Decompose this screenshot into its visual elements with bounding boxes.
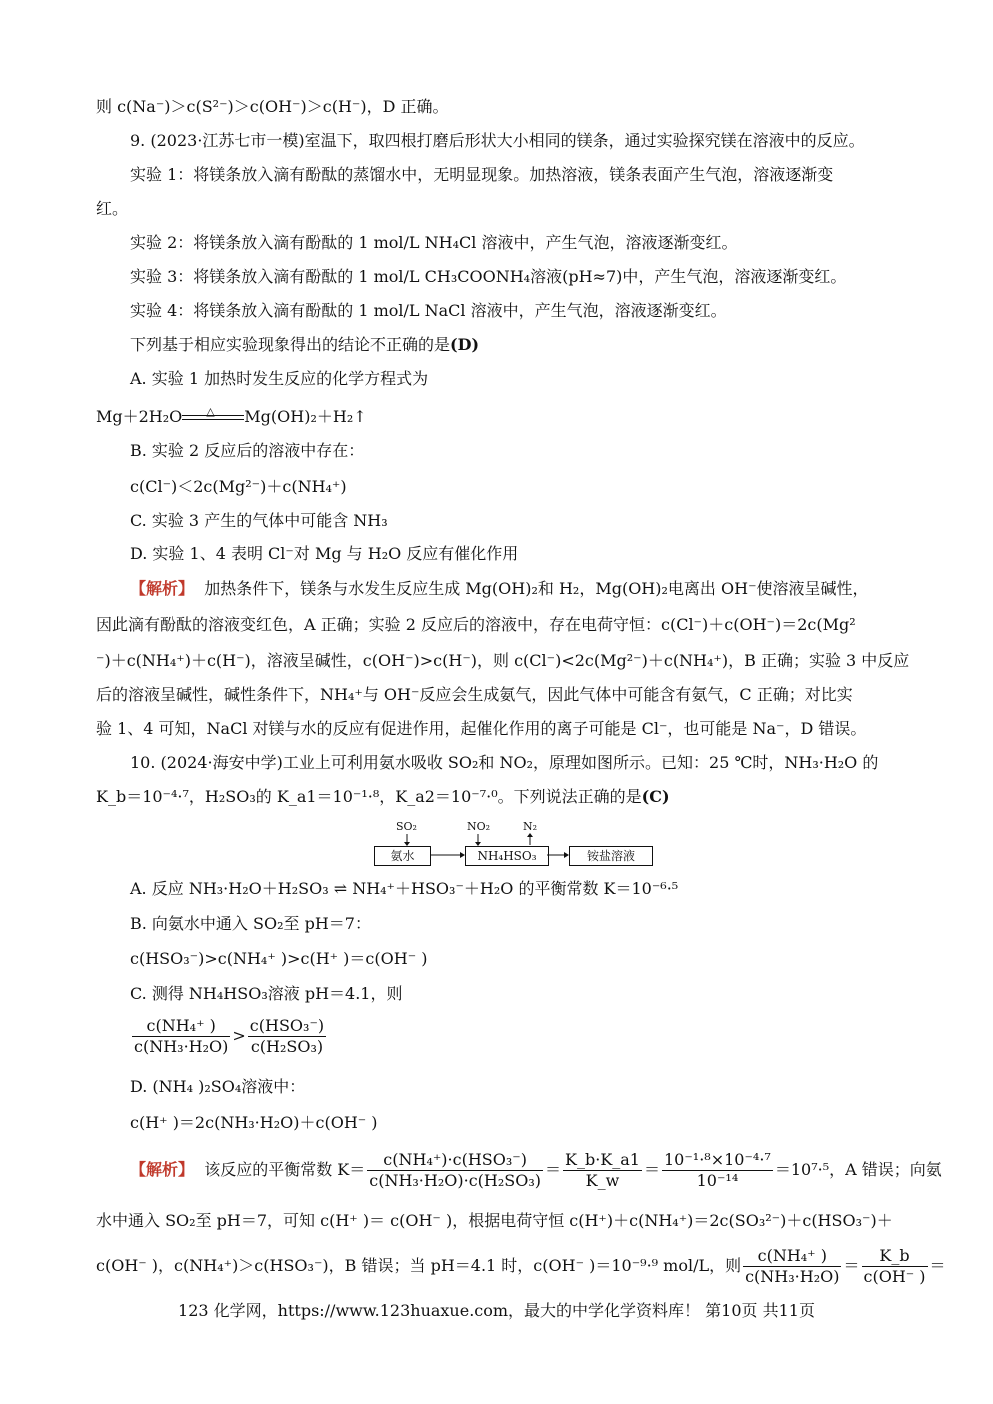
question-9-ask: 下列基于相应实验现象得出的结论不正确的是(D) (130, 335, 480, 354)
analysis-line: 水中通入 SO₂至 pH＝7，可知 c(H⁺ )＝ c(OH⁻ )，根据电荷守恒 c(H⁺)＋c(NH₄⁺)＝2c(SO₃²⁻)＋c(HSO₃⁻)＋ (96, 1211, 893, 1230)
output-n2: N₂ (523, 820, 538, 833)
analysis-line: 验 1、4 可知，NaCl 对镁与水的反应有促进作用，起催化作用的离子可能是 Cl⁻，也可能是 Na⁻，D 错误。 (96, 719, 867, 738)
equation: c(H⁺ )＝2c(NH₃·H₂O)＋c(OH⁻ ) (130, 1113, 378, 1132)
experiment-2: 实验 2：将镁条放入滴有酚酞的 1 mol/L NH₄Cl 溶液中，产生气泡，溶液逐渐变红。 (130, 233, 738, 252)
option-D: D. 实验 1、4 表明 Cl⁻对 Mg 与 H₂O 反应有催化作用 (130, 544, 519, 563)
analysis-tag: 【解析】 (130, 579, 195, 598)
analysis: 【解析】 该反应的平衡常数 K＝ $\frac{\text{c(NH₄⁺)·c(HSO₃⁻)}}{\text{c(NH₃·H₂O)·c(H₂SO₃)}}$ ＝ $\frac{K\_b\cdot K\_a1}{K\_w}$ ＝ $\frac{\text{10⁻¹·⁸×10⁻⁴·⁷}}{\text{10⁻¹⁴}}$ ＝10⁷·⁵，A 错误；向氨 (130, 1150, 942, 1190)
box-nh4hso3: NH₄HSO₃ (465, 846, 549, 866)
option-B: B. 实验 2 反应后的溶液中存在： (130, 441, 365, 460)
option-C: C. 实验 3 产生的气体中可能含 NH₃ (130, 511, 388, 530)
page-footer: 123 化学网，https://www.123huaxue.com，最大的中学化学资料库！ 第10页 共11页 (178, 1301, 815, 1320)
box-ammonium-salt: 铵盐溶液 (569, 846, 653, 866)
answer: (D) (450, 335, 480, 354)
option-B: B. 向氨水中通入 SO₂至 pH＝7： (130, 914, 371, 933)
answer: (C) (641, 787, 670, 806)
analysis: 【解析】 加热条件下，镁条与水发生反应生成 Mg(OH)₂和 H₂，Mg(OH)₂电离出 OH⁻使溶液呈碱性， (130, 579, 869, 598)
equation: c(Cl⁻)＜2c(Mg²⁻)＋c(NH₄⁺) (130, 477, 347, 496)
experiment-1: 实验 1：将镁条放入滴有酚酞的蒸馏水中，无明显现象。加热溶液，镁条表面产生气泡，溶液逐渐变 (130, 165, 834, 184)
input-so2: SO₂ (396, 820, 417, 833)
question-9-title: 9. (2023·江苏七市一模)室温下，取四根打磨后形状大小相同的镁条，通过实验探究镁在溶液中的反应。 (130, 131, 865, 150)
fraction-inequality: $\frac{\text{c(NH₄⁺ )}}{\text{c(NH₃·H₂O)}}$ > $\frac{\text{c(HSO₃⁻)}}{\text{c(H₂SO₃)}}$ (134, 1016, 325, 1056)
option-A: A. 实验 1 加热时发生反应的化学方程式为 (130, 369, 429, 388)
question-10-title: 10. (2024·海安中学)工业上可利用氨水吸收 SO₂和 NO₂，原理如图所示。已知：25 ℃时，NH₃·H₂O 的 (130, 753, 879, 772)
question-10-given: K_b＝10⁻⁴·⁷，H₂SO₃的 K_a1＝10⁻¹·⁸，K_a2＝10⁻⁷·⁰。下列说法正确的是(C) (96, 787, 670, 806)
text-line: 则 c(Na⁻)＞c(S²⁻)＞c(OH⁻)＞c(H⁻)，D 正确。 (96, 97, 449, 116)
option-C: C. 测得 NH₄HSO₃溶液 pH＝4.1，则 (130, 984, 403, 1003)
analysis-line: c(OH⁻ )，c(NH₄⁺)＞c(HSO₃⁻)，B 错误；当 pH＝4.1 时，c(OH⁻ )＝10⁻⁹·⁹ mol/L，则 $\frac{\text{c(NH₄⁺ )}}{\text{c(NH₃·H₂O)}}$ ＝ $\frac{K\_b}{c(OH^- )}$ ＝ (96, 1246, 946, 1286)
input-no2: NO₂ (467, 820, 491, 833)
option-D: D. (NH₄ )₂SO₄溶液中： (130, 1077, 306, 1096)
process-diagram (372, 820, 657, 868)
analysis-line: ⁻)＋c(NH₄⁺)＋c(H⁻)，溶液呈碱性，c(OH⁻)>c(H⁻)，则 c(Cl⁻)<2c(Mg²⁻)＋c(NH₄⁺)，B 正确；实验 3 中反应 (96, 651, 910, 670)
experiment-4: 实验 4：将镁条放入滴有酚酞的 1 mol/L NaCl 溶液中，产生气泡，溶液逐渐变红。 (130, 301, 727, 320)
analysis-tag: 【解析】 (130, 1160, 195, 1179)
equation: c(HSO₃⁻)>c(NH₄⁺ )>c(H⁺ )＝c(OH⁻ ) (130, 949, 428, 968)
experiment-3: 实验 3：将镁条放入滴有酚酞的 1 mol/L CH₃COONH₄溶液(pH≈7)中，产生气泡，溶液逐渐变红。 (130, 267, 847, 286)
option-A: A. 反应 NH₃·H₂O＋H₂SO₃ ⇌ NH₄⁺＋HSO₃⁻＋H₂O 的平衡常数 K＝10⁻⁶·⁵ (130, 879, 679, 898)
box-ammonia: 氨水 (374, 846, 431, 866)
equation: Mg＋2H₂O △ Mg(OH)₂＋H₂↑ (96, 404, 367, 426)
equal-arrow: △ (182, 411, 244, 425)
experiment-1-cont: 红。 (96, 199, 129, 218)
analysis-line: 后的溶液呈碱性，碱性条件下，NH₄⁺与 OH⁻反应会生成氨气，因此气体中可能含有氨气，C 正确；对比实 (96, 685, 853, 704)
analysis-line: 因此滴有酚酞的溶液变红色，A 正确；实验 2 反应后的溶液中，存在电荷守恒：c(Cl⁻)＋c(OH⁻)＝2c(Mg² (96, 615, 856, 634)
